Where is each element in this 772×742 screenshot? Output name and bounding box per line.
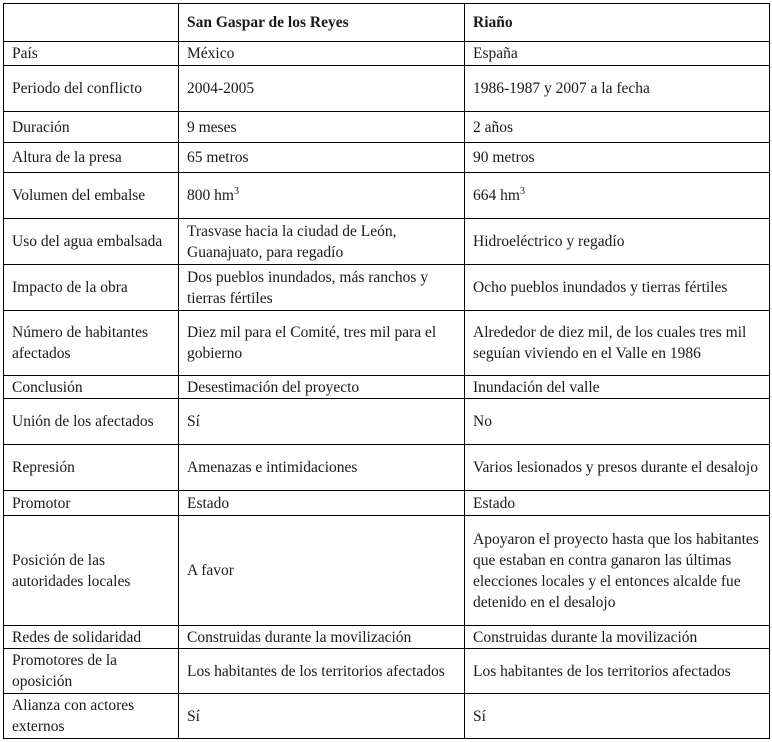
header-blank-cell <box>4 4 179 42</box>
cell-riano: Hidroeléctrico y regadío <box>465 219 770 265</box>
cell-san-gaspar: Los habitantes de los territorios afectados <box>179 649 465 694</box>
cell-riano: 90 metros <box>465 143 770 173</box>
cell-san-gaspar: Trasvase hacia la ciudad de León, Guanajuato, para regadío <box>179 219 465 265</box>
table-row <box>4 42 770 66</box>
cell-san-gaspar: 9 meses <box>179 112 465 143</box>
cell-san-gaspar: Sí <box>179 694 465 739</box>
superscript: 3 <box>233 185 239 197</box>
row-label: Promotor <box>4 491 179 516</box>
cell-san-gaspar: Construidas durante la movilización <box>179 626 465 649</box>
cell-riano: Ocho pueblos inundados y tierras fértiles <box>465 265 770 311</box>
row-label: Impacto de la obra <box>4 265 179 311</box>
cell-san-gaspar: Sí <box>179 399 465 445</box>
table-row <box>4 173 770 219</box>
comparison-table <box>3 3 770 739</box>
table-row <box>4 311 770 376</box>
row-label: Altura de la presa <box>4 143 179 173</box>
row-label: Alianza con actores externos <box>4 694 179 739</box>
cell-riano: Estado <box>465 491 770 516</box>
row-label: Número de habitantes afectados <box>4 311 179 376</box>
cell-san-gaspar: 65 metros <box>179 143 465 173</box>
cell-san-gaspar: México <box>179 42 465 66</box>
cell-riano: España <box>465 42 770 66</box>
row-label: Represión <box>4 445 179 491</box>
row-label: Uso del agua embalsada <box>4 219 179 265</box>
cell-riano: Sí <box>465 694 770 739</box>
row-label: Posición de las autoridades locales <box>4 516 179 626</box>
table-row <box>4 399 770 445</box>
table-row <box>4 143 770 173</box>
table-row <box>4 265 770 311</box>
row-label: País <box>4 42 179 66</box>
row-label: Redes de solidaridad <box>4 626 179 649</box>
cell-san-gaspar: 2004-2005 <box>179 66 465 112</box>
row-label: Duración <box>4 112 179 143</box>
cell-riano: No <box>465 399 770 445</box>
table-row <box>4 112 770 143</box>
table-row <box>4 376 770 399</box>
cell-riano: Alrededor de diez mil, de los cuales tres mil seguían viviendo en el Valle en 1986 <box>465 311 770 376</box>
row-label: Unión de los afectados <box>4 399 179 445</box>
cell-riano <box>465 173 770 219</box>
table-row <box>4 491 770 516</box>
value-text: 800 hm <box>187 187 234 204</box>
row-label: Conclusión <box>4 376 179 399</box>
cell-riano: Apoyaron el proyecto hasta que los habitantes que estaban en contra ganaron las últimas elecciones locales y el entonces alcalde fue detenido en el desalojo <box>465 516 770 626</box>
row-label: Periodo del conflicto <box>4 66 179 112</box>
cell-san-gaspar: Amenazas e intimidaciones <box>179 445 465 491</box>
cell-riano: Inundación del valle <box>465 376 770 399</box>
cell-san-gaspar: Dos pueblos inundados, más ranchos y tierras fértiles <box>179 265 465 311</box>
cell-san-gaspar: Desestimación del proyecto <box>179 376 465 399</box>
cell-riano: Varios lesionados y presos durante el desalojo <box>465 445 770 491</box>
table-row <box>4 626 770 649</box>
table-row <box>4 219 770 265</box>
value-text: 664 hm <box>473 187 520 204</box>
cell-san-gaspar: Diez mil para el Comité, tres mil para el gobierno <box>179 311 465 376</box>
row-label: Promotores de la oposición <box>4 649 179 694</box>
header-row <box>4 4 770 42</box>
cell-riano: 2 años <box>465 112 770 143</box>
cell-san-gaspar: Estado <box>179 491 465 516</box>
cell-riano: Los habitantes de los territorios afectados <box>465 649 770 694</box>
header-riano: Riaño <box>465 4 770 42</box>
table-row <box>4 445 770 491</box>
superscript: 3 <box>519 185 525 197</box>
row-label: Volumen del embalse <box>4 173 179 219</box>
header-san-gaspar: San Gaspar de los Reyes <box>179 4 465 42</box>
cell-riano: Construidas durante la movilización <box>465 626 770 649</box>
table-row <box>4 516 770 626</box>
cell-san-gaspar <box>179 173 465 219</box>
table-row <box>4 66 770 112</box>
cell-riano: 1986-1987 y 2007 a la fecha <box>465 66 770 112</box>
table-row <box>4 649 770 694</box>
table-row <box>4 694 770 739</box>
cell-san-gaspar: A favor <box>179 516 465 626</box>
